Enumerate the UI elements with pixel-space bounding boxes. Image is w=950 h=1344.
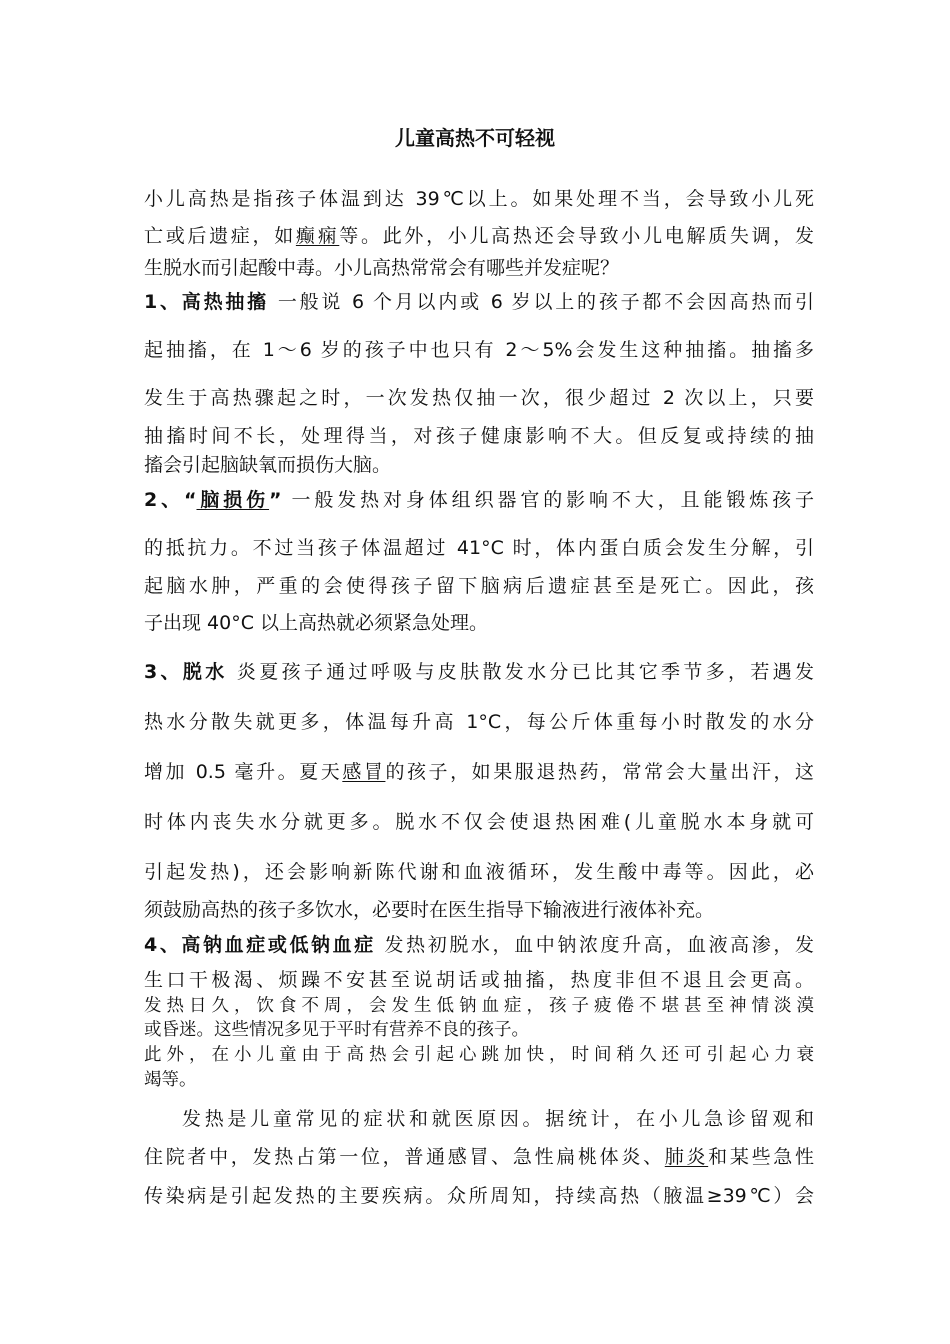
intro-line-3: [144, 254, 814, 282]
s1-text-3: 发生于高热骤起之时，一次发热仅抽一次，很少超过 2 次以上，只要: [144, 387, 814, 409]
intro-text-2b: 等。此外，小儿高热还会导致小儿电解质失调，发: [339, 225, 814, 247]
s3-line-6: [144, 896, 814, 924]
s2-text-1: 一般发热对身体组织器官的影响不大，且能锻炼孩子: [281, 489, 814, 511]
s4-text-1: 发热初脱水，血中钠浓度升高，血液高渗，发: [375, 934, 814, 956]
s3-text-2: 热水分散失就更多，体温每升高 1°C，每公斤体重每小时散发的水分: [144, 711, 814, 733]
s4-line-6: [144, 1068, 814, 1092]
s4-line-2: [144, 966, 814, 994]
s4-line-1: [144, 931, 814, 959]
s2-line-2: [144, 534, 814, 562]
s1-line-2: [144, 336, 814, 364]
link-pneumonia[interactable]: 肺炎: [664, 1146, 709, 1168]
s4-text-3: 发热日久，饮食不周，会发生低钠血症，孩子疲倦不堪甚至神情淡漠: [144, 996, 814, 1016]
s3-text-3b: 的孩子，如果服退热药，常常会大量出汗，这: [385, 761, 814, 783]
s4-text-2: 生口干极渴、烦躁不安甚至说胡话或抽搐，热度非但不退且会更高。: [144, 969, 814, 991]
closing-text-1: 发热是儿童常见的症状和就医原因。据统计，在小儿急诊留观和: [182, 1108, 814, 1130]
intro-line-1: [144, 185, 814, 213]
s3-text-6: 须鼓励高热的孩子多饮水，必要时在医生指导下输液进行液体补充。: [144, 899, 715, 921]
s3-text-3a: 增加 0.5 毫升。夏天: [144, 761, 343, 783]
s1-text-2: 起抽搐，在 1～6 岁的孩子中也只有 2～5%会发生这种抽搐。抽搐多: [144, 339, 814, 361]
document-title: 儿童高热不可轻视: [395, 126, 555, 150]
s1-line-1: [144, 288, 814, 316]
s2-line-3: [144, 572, 814, 600]
closing-text-2a: 住院者中，发热占第一位，普通感冒、急性扁桃体炎、: [144, 1146, 665, 1168]
intro-text-2a: 亡或后遗症，如: [144, 225, 296, 247]
s1-line-3: [144, 384, 814, 412]
s2-line-4: [144, 609, 814, 637]
closing-line-2: [144, 1143, 814, 1171]
s1-heading: 1、高热抽搐: [144, 291, 269, 313]
s3-line-3: [144, 758, 814, 786]
closing-line-1: [144, 1105, 814, 1133]
s4-line-3: [144, 994, 814, 1018]
s1-text-4: 抽搐时间不长，处理得当，对孩子健康影响不大。但反复或持续的抽: [144, 425, 814, 447]
s3-text-1: 炎夏孩子通过呼吸与皮肤散发水分已比其它季节多，若遇发: [227, 661, 814, 683]
s1-line-4: [144, 422, 814, 450]
closing-line-3: [144, 1182, 814, 1210]
closing-text-3: 传染病是引起发热的主要疾病。众所周知，持续高热（腋温≥39℃）会: [144, 1185, 814, 1207]
s1-line-5: [144, 451, 814, 479]
s3-line-4: [144, 808, 814, 836]
intro-text-3: 生脱水而引起酸中毒。小儿高热常常会有哪些并发症呢？: [144, 257, 620, 279]
s2-heading-prefix: 2、“: [144, 489, 197, 511]
s3-heading: 3、脱水: [144, 661, 228, 683]
s4-line-5: [144, 1043, 814, 1067]
s2-text-3: 起脑水肿，严重的会使得孩子留下脑病后遗症甚至是死亡。因此，孩: [144, 575, 814, 597]
s4-text-5: 此外，在小儿童由于高热会引起心跳加快，时间稍久还可引起心力衰: [144, 1045, 814, 1065]
s4-text-6: 竭等。: [144, 1070, 197, 1090]
link-epilepsy[interactable]: 癫痫: [295, 225, 340, 247]
s3-text-5: 引起发热)，还会影响新陈代谢和血液循环，发生酸中毒等。因此，必: [144, 861, 814, 883]
intro-text-1: 小儿高热是指孩子体温到达 39℃以上。如果处理不当，会导致小儿死: [144, 188, 814, 210]
s4-line-4: [144, 1018, 814, 1042]
s2-text-4: 子出现 40°C 以上高热就必须紧急处理。: [144, 612, 489, 634]
s3-line-1: [144, 658, 814, 686]
s2-text-2: 的抵抗力。不过当孩子体温超过 41°C 时，体内蛋白质会发生分解，引: [144, 537, 814, 559]
closing-text-2b: 和某些急性: [708, 1146, 814, 1168]
s4-heading: 4、高钠血症或低钠血症: [144, 934, 376, 956]
s2-heading-suffix: ”: [269, 489, 282, 511]
intro-line-2: [144, 222, 814, 250]
s2-line-1: [144, 486, 814, 514]
s3-line-5: [144, 858, 814, 886]
s2-heading: [144, 489, 282, 511]
s4-text-4: 或昏迷。这些情况多见于平时有营养不良的孩子。: [144, 1020, 529, 1040]
s3-line-2: [144, 708, 814, 736]
s3-text-4: 时体内丧失水分就更多。脱水不仅会使退热困难(儿童脱水本身就可: [144, 811, 814, 833]
link-brain-injury[interactable]: 脑损伤: [196, 489, 270, 511]
link-common-cold[interactable]: 感冒: [342, 761, 386, 783]
s1-text-1: 一般说 6 个月以内或 6 岁以上的孩子都不会因高热而引: [268, 291, 814, 313]
s1-text-5: 搐会引起脑缺氧而损伤大脑。: [144, 454, 392, 476]
